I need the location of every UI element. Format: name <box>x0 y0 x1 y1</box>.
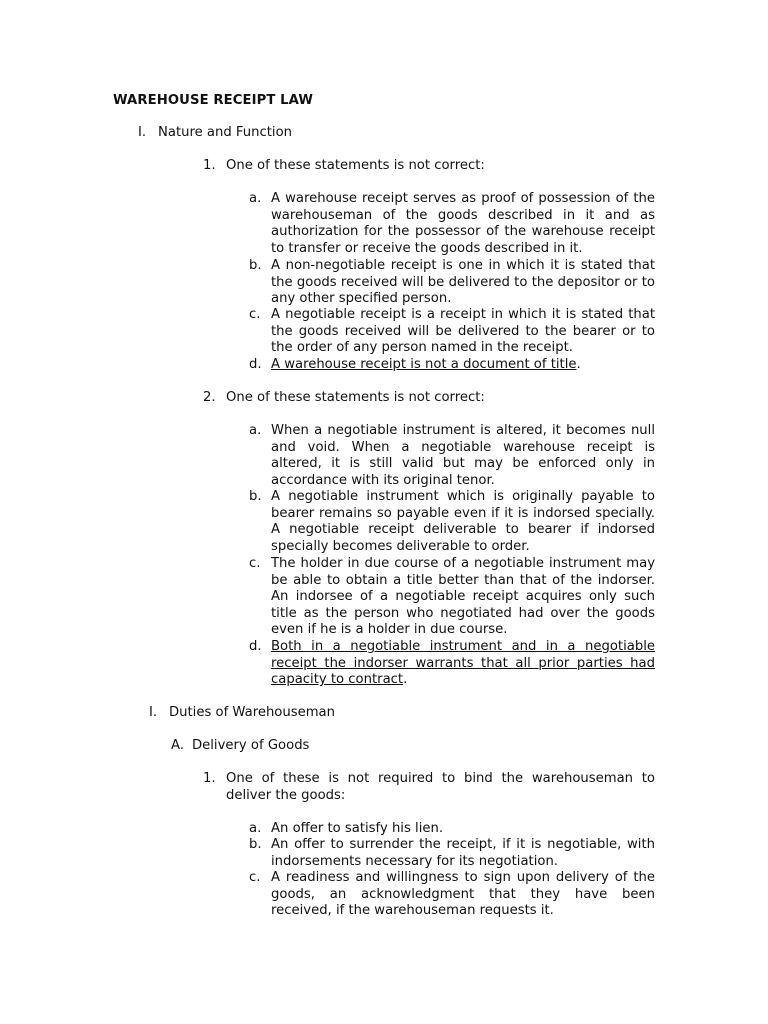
choice-text: A readiness and willingness to sign upon delivery of the goods, an acknowledgment that they have been received, if the warehouseman requests it. <box>271 870 655 919</box>
choice-label: a. <box>249 423 262 438</box>
section-heading: Duties of Warehouseman <box>169 705 336 720</box>
subsection-heading: Delivery of Goods <box>192 738 310 753</box>
choice-text: A negotiable instrument which is originally payable to bearer remains so payable even if it is indorsed specially. A negotiable receipt deliverable to bearer if indorsed specially becomes deliverable to order. <box>271 489 655 554</box>
choice-label: c. <box>249 556 261 571</box>
question-number: 1. <box>203 158 216 173</box>
choice-label: d. <box>249 639 262 654</box>
choice-label: a. <box>249 191 262 206</box>
choice-label: c. <box>249 870 261 885</box>
choice-label: c. <box>249 307 261 322</box>
answer-text: A warehouse receipt is not a document of title <box>271 357 577 372</box>
answer-period: . <box>576 357 581 372</box>
choice-text: An offer to satisfy his lien. <box>271 821 444 836</box>
question-number: 1. <box>203 771 216 786</box>
choice-text: A non-negotiable receipt is one in which it is stated that the goods received will be delivered to the depositor or to any other specified person. <box>271 258 655 307</box>
question-number: 2. <box>203 390 216 405</box>
choice-text: The holder in due course of a negotiable instrument may be able to obtain a title better than that of the indorser. An indorsee of a negotiable receipt acquires only such title as the person who negotiated had over the goods even if he is a holder in due course. <box>271 556 655 638</box>
question-stem: One of these is not required to bind the warehouseman to deliver the goods: <box>226 771 655 803</box>
answer-period: . <box>403 672 408 688</box>
choice-label: b. <box>249 258 262 273</box>
subsection-label: A. <box>171 738 184 753</box>
choice-text: A warehouse receipt serves as proof of possession of the warehouseman of the goods described in it and as authorization for the possessor of the warehouse receipt to transfer or receive the goods described in it. <box>271 191 655 256</box>
question-stem: One of these statements is not correct: <box>226 390 485 405</box>
answer-choice <box>271 357 581 372</box>
question-stem: One of these statements is not correct: <box>226 158 485 173</box>
section-label: I. <box>138 125 147 140</box>
section-label: I. <box>149 705 158 720</box>
document-title: WAREHOUSE RECEIPT LAW <box>113 93 314 108</box>
answer-choice <box>271 639 655 689</box>
choice-text: An offer to surrender the receipt, if it is negotiable, with indorsements necessary for its negotiation. <box>271 837 655 869</box>
choice-label: b. <box>249 489 262 504</box>
answer-text: Both in a negotiable instrument and in a negotiable receipt the indorser warrants that all prior parties had capacity to contract <box>271 639 655 688</box>
choice-text: A negotiable receipt is a receipt in which it is stated that the goods received will be delivered to the bearer or to the order of any person named in the receipt. <box>271 307 655 356</box>
choice-text: When a negotiable instrument is altered, it becomes null and void. When a negotiable warehouse receipt is altered, it is still valid but may be enforced only in accordance with its original tenor. <box>271 423 655 488</box>
choice-label: a. <box>249 821 262 836</box>
choice-label: d. <box>249 357 262 372</box>
section-heading: Nature and Function <box>158 125 293 140</box>
choice-label: b. <box>249 837 262 852</box>
